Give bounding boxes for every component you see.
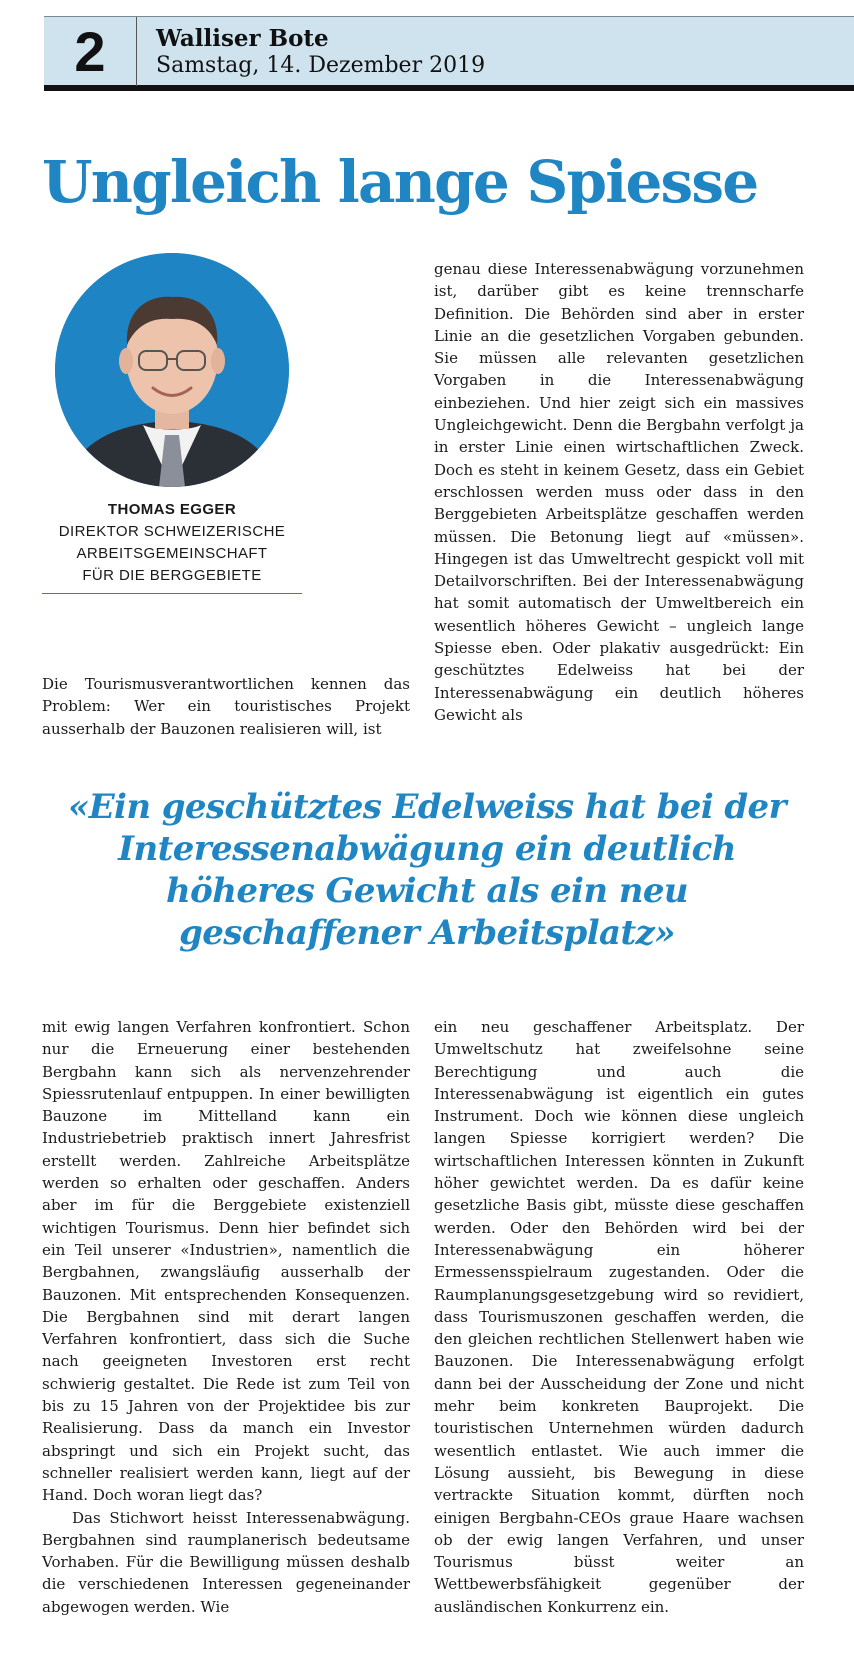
author-divider — [42, 593, 302, 594]
column-1 — [42, 673, 410, 740]
column-2 — [434, 258, 804, 726]
paragraph: genau diese Interessenabwägung vorzunehmen ist, darüber gibt es keine trennscharfe Definition. Die Behörden sind aber in erster Linie an die gesetzlichen Vorgaben gebunden. Sie müssen alle relevanten gesetzlichen Vorgaben in die Interessenabwägung einbeziehen. Und hier zeigt sich ein massives Ungleichgewicht. Denn die Bergbahn verfolgt ja in erster Linie einen wirtschaftlichen Zweck. Doch es steht in keinem Gesetz, dass ein Gebiet erschlossen werden muss oder dass in den Berggebieten Arbeitsplätze geschaffen werden müssen. Die Betonung liegt auf «müssen». Hingegen ist das Umweltrecht gespickt voll mit Detailvorschriften. Bei der Interessenabwägung hat somit automatisch der Umweltbereich ein wesentlich höheres Gewicht – ungleich lange Spiesse eben. Oder plakativ ausgedrückt: Ein geschütztes Edelweiss hat bei der Interessenabwägung ein deutlich höheres Gewicht als — [434, 260, 804, 724]
author-role-line-3: FÜR DIE BERGGEBIETE — [82, 567, 262, 584]
paragraph: Die Tourismusverantwortlichen kennen das Problem: Wer ein touristisches Projekt ausserhalb der Bauzonen realisieren will, ist — [42, 675, 410, 738]
column-4 — [434, 1016, 804, 1618]
headline: Ungleich lange Spiesse — [42, 148, 758, 216]
column-3 — [42, 1016, 410, 1618]
paragraph: Das Stichwort heisst Interessenabwägung. Bergbahnen sind raumplanerisch bedeutsame Vorhaben. Für die Bewilligung müssen deshalb die verschiedenen Interessen gegeneinander abgewogen werden. Wie — [42, 1508, 410, 1616]
masthead-divider — [136, 17, 137, 86]
author-box — [42, 499, 302, 587]
paragraph: mit ewig langen Verfahren konfrontiert. Schon nur die Erneuerung einer bestehenden Bergbahn kann sich als nervenzehrender Spiessrutenlauf entpuppen. In einer bewilligten Bauzone im Mittelland kann ein Industriebetrieb praktisch innert Jahresfrist erstellt werden. Zahlreiche Arbeitsplätze werden so erhalten oder geschaffen. Anders aber im für die Berggebiete existenziell wichtigen Tourismus. Denn hier befindet sich ein Teil unserer «Industrien», namentlich die Bergbahnen, zwangsläufig ausserhalb der Bauzonen. Mit entsprechenden Konsequenzen. Die Bergbahnen sind mit derart langen Verfahren konfrontiert, dass sich die Suche nach geeigneten Investoren erst recht schwierig gestaltet. Die Rede ist zum Teil von bis zu 15 Jahren von der Projektidee bis zur Realisierung. Dass da manch ein Investor abspringt und sich ein Projekt sucht, das schneller realisiert werden kann, liegt auf der Hand. Doch woran liegt das? — [42, 1018, 410, 1505]
author-name: THOMAS EGGER — [107, 501, 237, 518]
issue-date: Samstag, 14. Dezember 2019 — [156, 53, 486, 78]
paragraph: ein neu geschaffener Arbeitsplatz. Der Umweltschutz hat zweifelsohne seine Berechtigung und auch die Interessenabwägung ist eigentlich ein gutes Instrument. Doch wie können diese ungleich langen Spiesse korrigiert werden? Die wirtschaftlichen Interessen könnten in Zukunft höher gewichtet werden. Da es dafür keine gesetzliche Basis gibt, müsste diese geschaffen werden. Oder den Behörden wird bei der Interessenabwägung ein höherer Ermessensspielraum zugestanden. Oder die Raumplanungsgesetzgebung wird so revidiert, dass Tourismuszonen geschaffen werden, die den gleichen rechtlichen Stellenwert haben wie Bauzonen. Die Interessenabwägung erfolgt dann bei der Ausscheidung der Zone und nicht mehr beim konkreten Bauprojekt. Die touristischen Unternehmen würden dadurch wesentlich entlastet. Wie auch immer die Lösung aussieht, bis Bewegung in diese vertrackte Situation kommt, dürften noch einigen Bergbahn-CEOs graue Haare wachsen ob der ewig langen Verfahren, und unser Tourismus büsst weiter an Wettbewerbsfähigkeit gegenüber der ausländischen Konkurrenz ein. — [434, 1018, 804, 1616]
portrait-illustration — [55, 253, 289, 487]
author-portrait — [55, 253, 289, 487]
masthead — [44, 16, 854, 91]
paper-name: Walliser Bote — [156, 25, 329, 52]
author-role-line-2: ARBEITSGEMEINSCHAFT — [76, 545, 268, 562]
pull-quote: «Ein geschütztes Edelweiss hat bei der Interessenabwägung ein deutlich höheres Gewicht als ein neu geschaffener Arbeitsplatz» — [68, 787, 786, 953]
page-number: 2 — [74, 20, 106, 83]
author-role-line-1: DIREKTOR SCHWEIZERISCHE — [58, 523, 286, 540]
